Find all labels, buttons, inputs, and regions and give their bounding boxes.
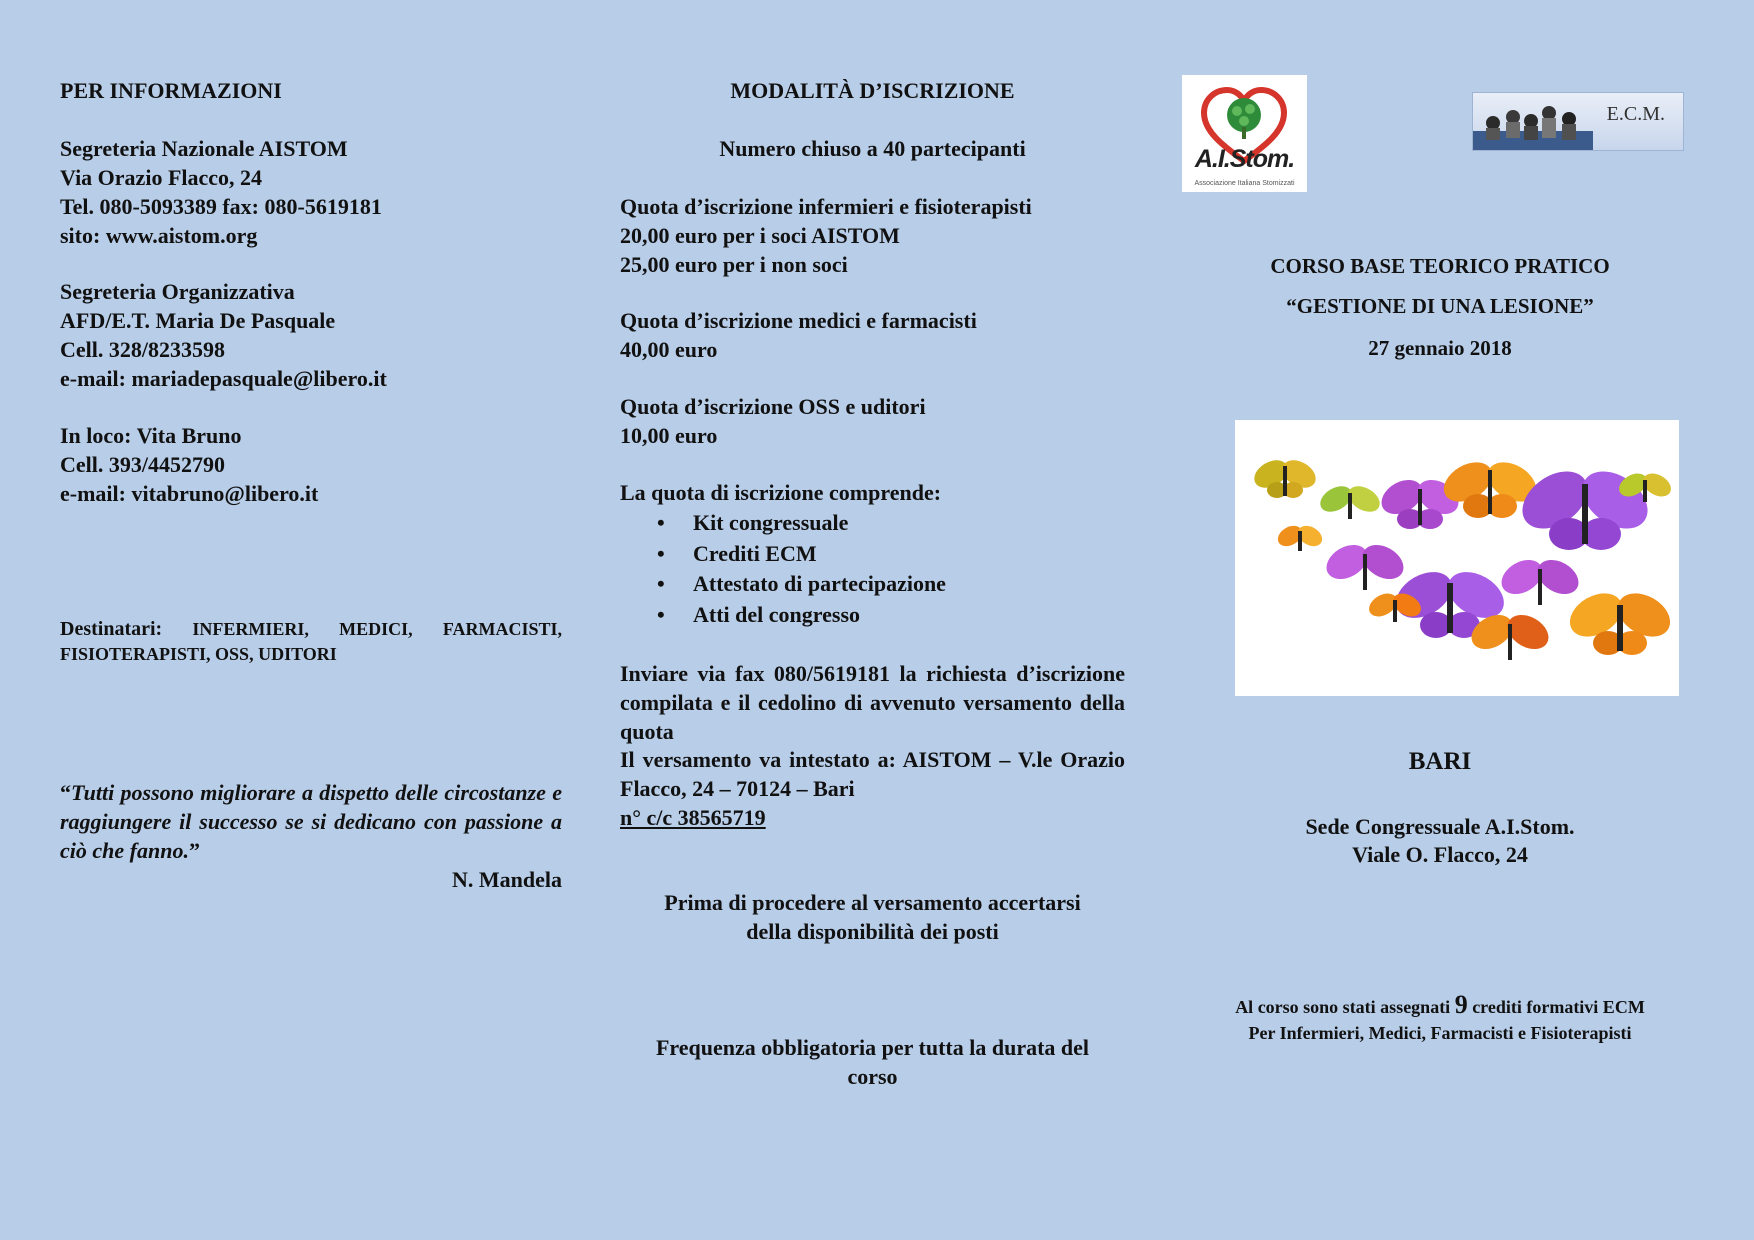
info-line: Via Orazio Flacco, 24 — [60, 165, 263, 190]
butterflies-icon — [1235, 420, 1679, 696]
quote-text: Tutti possono migliorare a dispetto delle circostanze e raggiungere il successo se si dedicano con passione a ciò che fanno. — [60, 780, 562, 863]
comprende-list — [620, 508, 946, 630]
fax-instructions: Inviare via fax 080/5619181 la richiesta d’iscrizione compilata e il cedolino di avvenuto versamento della quota — [620, 661, 1125, 744]
info-heading: PER INFORMAZIONI — [60, 78, 282, 103]
crediti-ecm — [1180, 992, 1700, 1046]
butterfly — [1249, 455, 1320, 498]
iscrizione-heading: MODALITÀ D’ISCRIZIONE — [730, 78, 1015, 103]
list-item: • Attestato di partecipazione — [620, 569, 946, 600]
info-line: AFD/E.T. Maria De Pasquale — [60, 308, 336, 333]
list-item: • Atti del congresso — [620, 600, 946, 631]
disponibilita-posti — [620, 888, 1125, 946]
destinatari — [60, 617, 562, 667]
page-title: “GESTIONE DI UNA LESIONE” — [1286, 294, 1594, 318]
ecm-logo-text: E.C.M. — [1606, 103, 1665, 125]
heart-tree-icon — [1182, 75, 1307, 192]
note-line: Frequenza obbligatoria per tutta la durata del — [655, 1035, 1090, 1060]
destinatari-text: INFERMIERI, MEDICI, FARMACISTI, FISIOTERAPISTI, OSS, UDITORI — [60, 619, 562, 664]
quote-author: N. Mandela — [452, 867, 562, 892]
quota-line: 10,00 euro — [620, 423, 718, 448]
quote — [60, 778, 562, 865]
people-group-icon — [1473, 93, 1593, 150]
list-item: • Kit congressuale — [620, 508, 946, 539]
quota-line: Quota d’iscrizione OSS e uditori — [620, 394, 926, 419]
list-item: • Crediti ECM — [620, 539, 946, 570]
info-line: Segreteria Organizzativa — [60, 279, 295, 304]
butterfly — [1495, 553, 1584, 605]
info-line: Cell. 393/4452790 — [60, 452, 225, 477]
crediti-number: 9 — [1454, 990, 1468, 1019]
venue-line: Viale O. Flacco, 24 — [1352, 842, 1528, 867]
quota-line: Quota d’iscrizione medici e farmacisti — [620, 308, 977, 333]
quota-line: 25,00 euro per i non soci — [620, 252, 848, 277]
quote-open: “ — [60, 780, 71, 805]
corso-subtitle: CORSO BASE TEORICO PRATICO — [1270, 254, 1610, 278]
destinatari-label: Destinatari: — [60, 618, 163, 640]
venue — [1180, 813, 1700, 869]
info-line: Segreteria Nazionale AISTOM — [60, 136, 348, 161]
event-date: 27 gennaio 2018 — [1368, 336, 1512, 360]
note-line: corso — [847, 1064, 898, 1089]
quota-oss — [620, 392, 926, 450]
quota-comprende: La quota di iscrizione comprende: — [620, 480, 942, 505]
aistom-logo-text — [1182, 145, 1307, 174]
venue-line: Sede Congressuale A.I.Stom. — [1305, 814, 1575, 839]
numero-chiuso: Numero chiuso a 40 partecipanti — [719, 136, 1026, 161]
crediti-line — [1180, 992, 1700, 1020]
butterfly — [1562, 585, 1677, 655]
crediti-text: crediti formativi ECM — [1467, 997, 1645, 1017]
aistom-logo-subtitle: Associazione Italiana Stomizzati — [1194, 180, 1295, 187]
quota-line: 40,00 euro — [620, 337, 718, 362]
frequenza-obbligatoria — [620, 1033, 1125, 1091]
crediti-line: Per Infermieri, Medici, Farmacisti e Fisioterapisti — [1248, 1023, 1632, 1043]
aistom-logo — [1182, 75, 1307, 192]
info-line: sito: www.aistom.org — [60, 223, 258, 248]
butterfly — [1274, 522, 1326, 551]
logo-text: A.I.Stom. — [1194, 145, 1295, 173]
butterflies-image — [1235, 420, 1679, 696]
segreteria-organizzativa — [60, 277, 387, 393]
contatto-in-loco — [60, 421, 318, 508]
quota-line: Quota d’iscrizione infermieri e fisioterapisti — [620, 194, 1032, 219]
quota-infermieri — [620, 192, 1032, 279]
info-line: Tel. 080-5093389 fax: 080-5619181 — [60, 194, 382, 219]
butterfly — [1512, 460, 1659, 550]
quota-line: 20,00 euro per i soci AISTOM — [620, 223, 900, 248]
city: BARI — [1408, 748, 1472, 775]
ecm-logo — [1472, 92, 1684, 151]
butterfly — [1316, 481, 1384, 519]
quota-medici — [620, 306, 977, 364]
segreteria-nazionale — [60, 134, 382, 250]
info-line: In loco: Vita Bruno — [60, 423, 242, 448]
conto-corrente: n° c/c 38565719 — [620, 805, 766, 830]
info-line: e-mail: vitabruno@libero.it — [60, 481, 319, 506]
quote-close: ” — [188, 838, 200, 863]
info-line: e-mail: mariadepasquale@libero.it — [60, 366, 387, 391]
note-line: Prima di procedere al versamento accertarsi — [664, 890, 1081, 915]
crediti-text: Al corso sono stati assegnati — [1235, 997, 1455, 1017]
versamento-instructions: Il versamento va intestato a: AISTOM – V.le Orazio Flacco, 24 – 70124 – Bari — [620, 747, 1125, 801]
butterfly — [1320, 538, 1409, 590]
note-line: della disponibilità dei posti — [746, 919, 999, 944]
info-line: Cell. 328/8233598 — [60, 337, 225, 362]
